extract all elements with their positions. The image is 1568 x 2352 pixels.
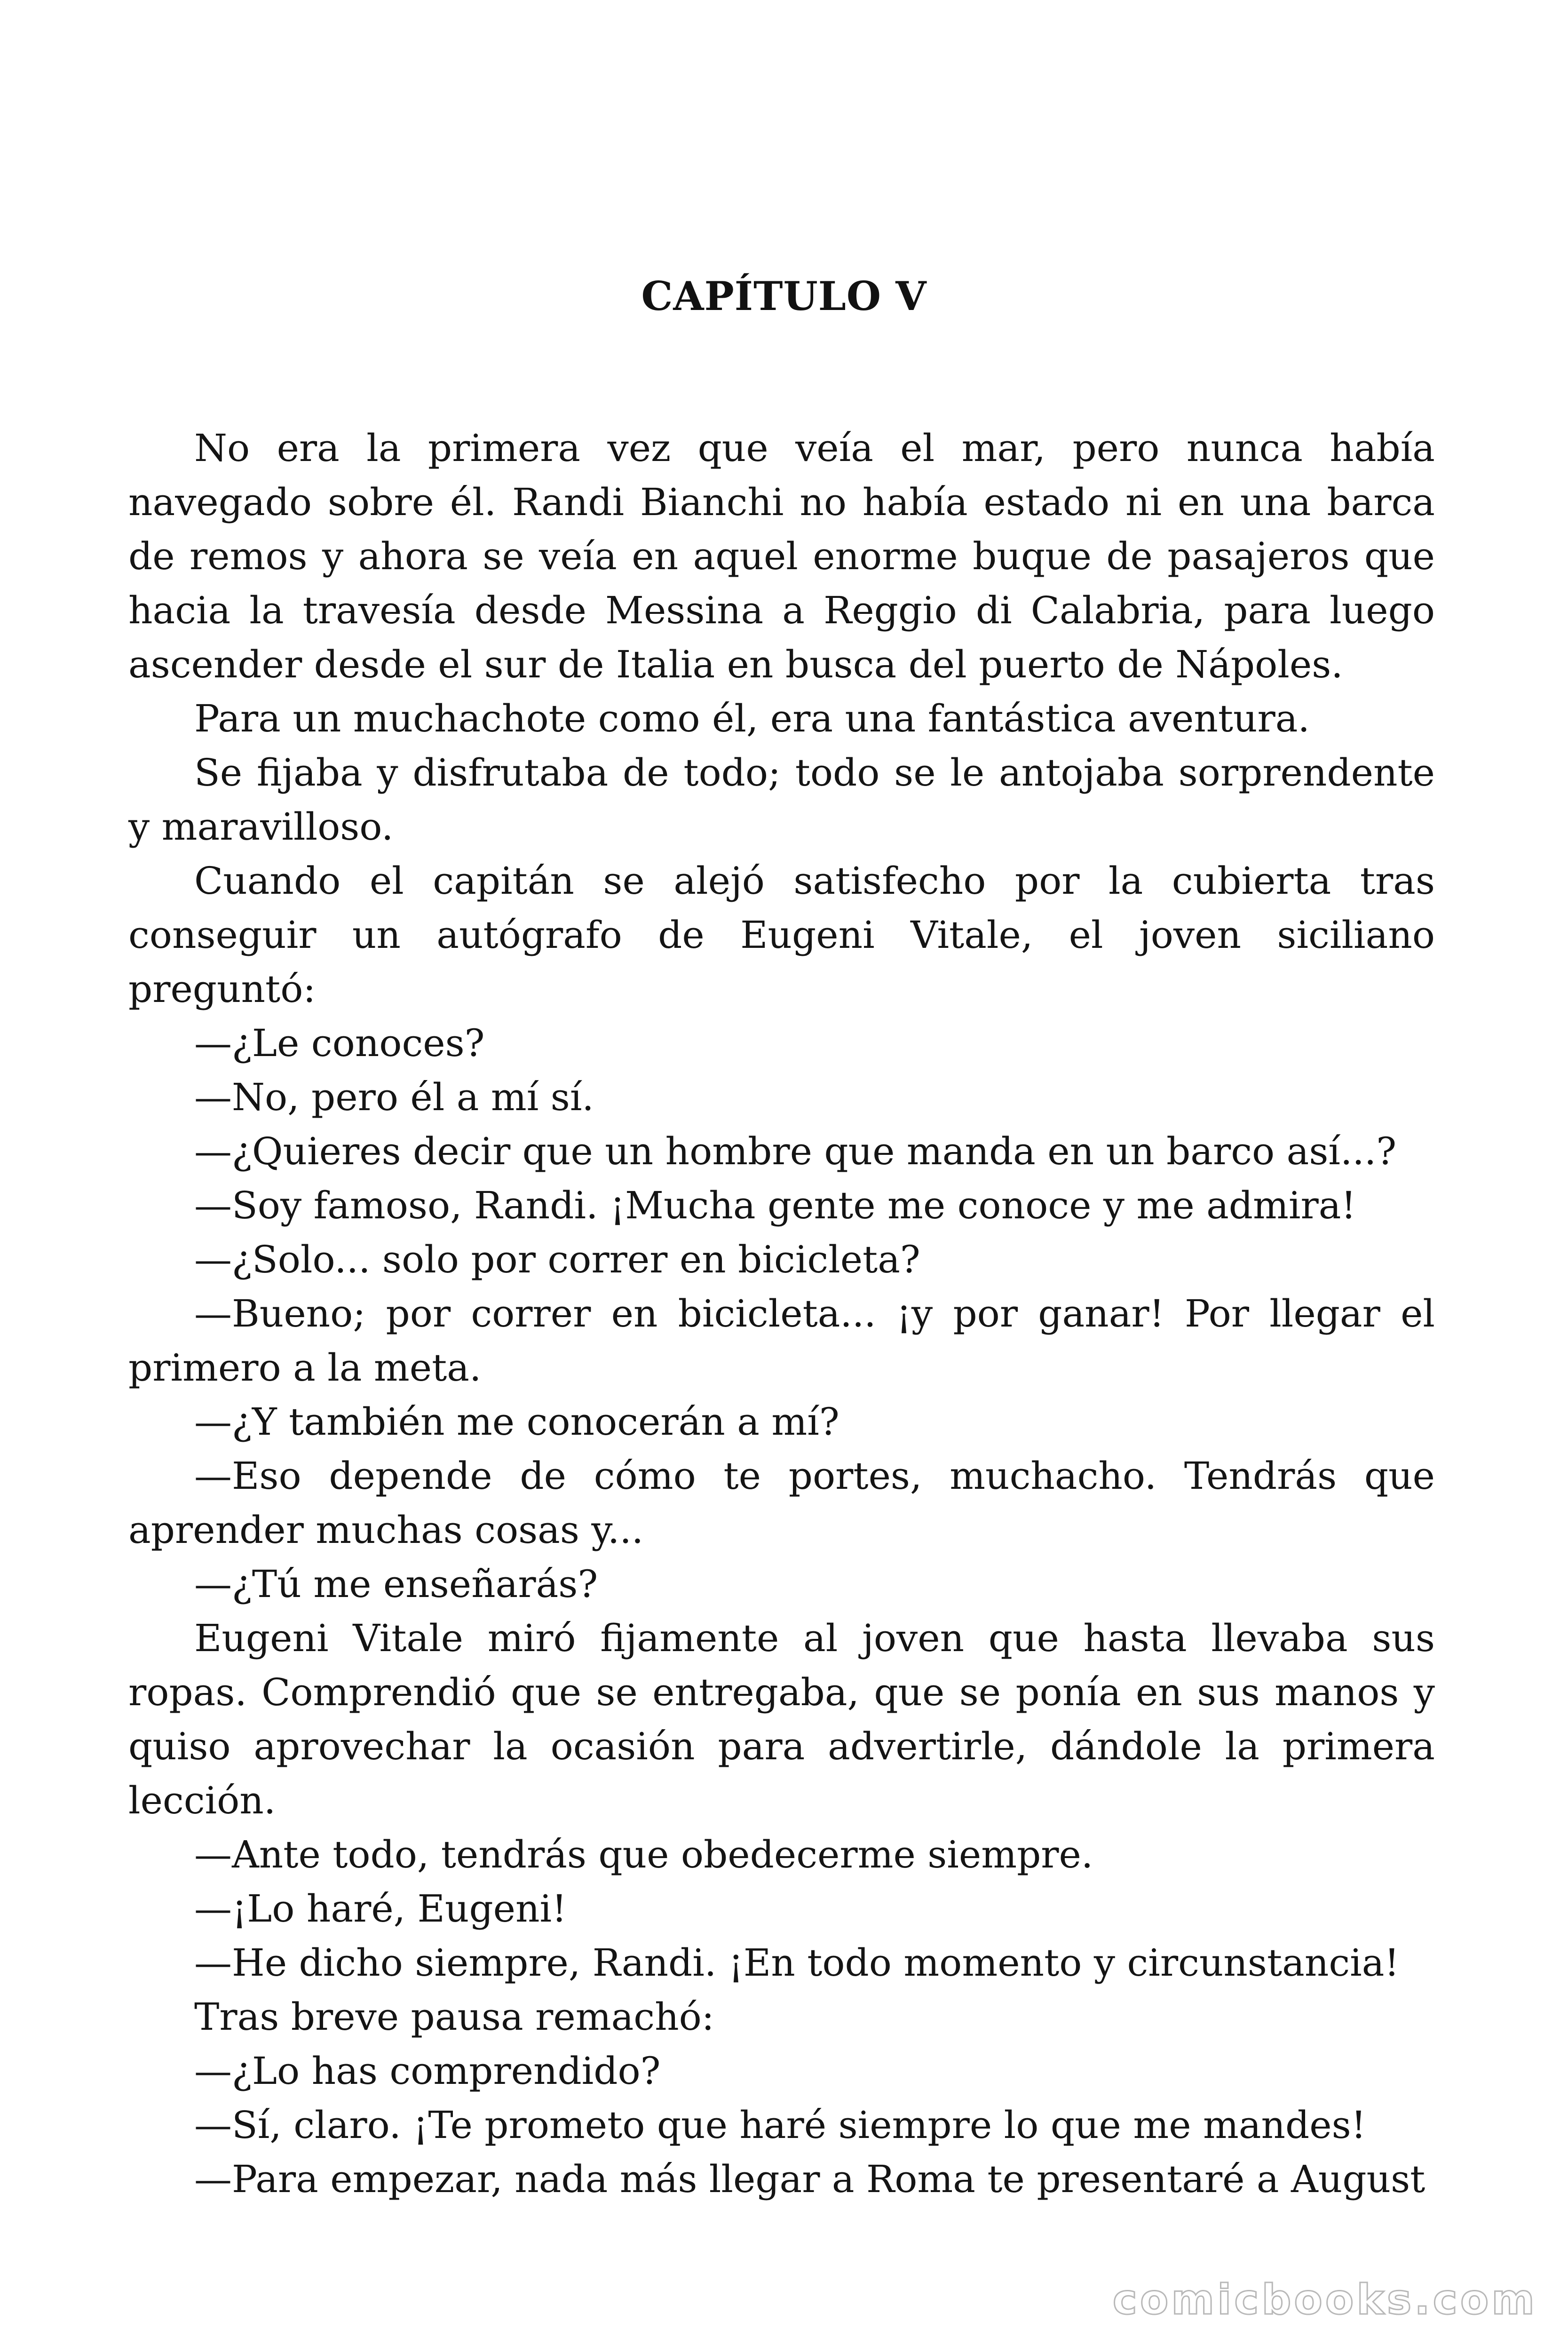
dialogue-line: —¡Lo haré, Eugeni!: [194, 1887, 567, 1931]
dialogue-line: —Sí, claro. ¡Te prometo que haré siempre lo que me mandes!: [194, 2103, 1366, 2147]
paragraph: No era la primera vez que veía el mar, pero nunca había navegado sobre él. Randi Bianchi no había estado ni en una barca de remos y ahora se veía en aquel enorme buque de pasajeros que hacia la travesía desde Messina a Reggio di Calabria, para luego ascender desde el sur de Italia en busca del puerto de Nápoles.: [128, 426, 1435, 686]
paragraph: Tras breve pausa remachó:: [194, 1995, 714, 2039]
body-text: [128, 421, 1435, 2206]
chapter-title: CAPÍTULO V: [641, 273, 927, 319]
dialogue-line: —Ante todo, tendrás que obedecerme siempre.: [194, 1833, 1093, 1876]
dialogue-line: —¿Quieres decir que un hombre que manda en un barco así...?: [194, 1129, 1397, 1173]
dialogue-line: —Eso depende de cómo te portes, muchacho. Tendrás que aprender muchas cosas y...: [128, 1454, 1435, 1552]
dialogue-line: —¿Lo has comprendido?: [194, 2049, 661, 2093]
paragraph: Eugeni Vitale miró fijamente al joven que hasta llevaba sus ropas. Comprendió que se entregaba, que se ponía en sus manos y quiso aprovechar la ocasión para advertirle, dándole la primera lección.: [128, 1616, 1435, 1822]
dialogue-line: —No, pero él a mí sí.: [194, 1075, 594, 1119]
watermark-logo: comicbooks.com: [1112, 2275, 1537, 2324]
dialogue-line: —Bueno; por correr en bicicleta... ¡y por ganar! Por llegar el primero a la meta.: [128, 1292, 1435, 1390]
dialogue-line: —¿Solo... solo por correr en bicicleta?: [194, 1238, 920, 1281]
dialogue-line: —He dicho siempre, Randi. ¡En todo momento y circunstancia!: [194, 1941, 1400, 1985]
dialogue-line: —Para empezar, nada más llegar a Roma te presentaré a August: [194, 2157, 1425, 2201]
paragraph: Para un muchachote como él, era una fantástica aventura.: [194, 697, 1310, 740]
dialogue-line: —Soy famoso, Randi. ¡Mucha gente me conoce y me admira!: [194, 1184, 1356, 1227]
dialogue-line: —¿Y también me conocerán a mí?: [194, 1400, 839, 1444]
paragraph: Se fijaba y disfrutaba de todo; todo se le antojaba sorprendente y maravilloso.: [128, 751, 1435, 849]
paragraph: Cuando el capitán se alejó satisfecho por la cubierta tras conseguir un autógrafo de Eugeni Vitale, el joven siciliano preguntó:: [128, 859, 1435, 1011]
dialogue-line: —¿Tú me enseñarás?: [194, 1562, 598, 1606]
dialogue-line: —¿Le conoces?: [194, 1021, 485, 1065]
